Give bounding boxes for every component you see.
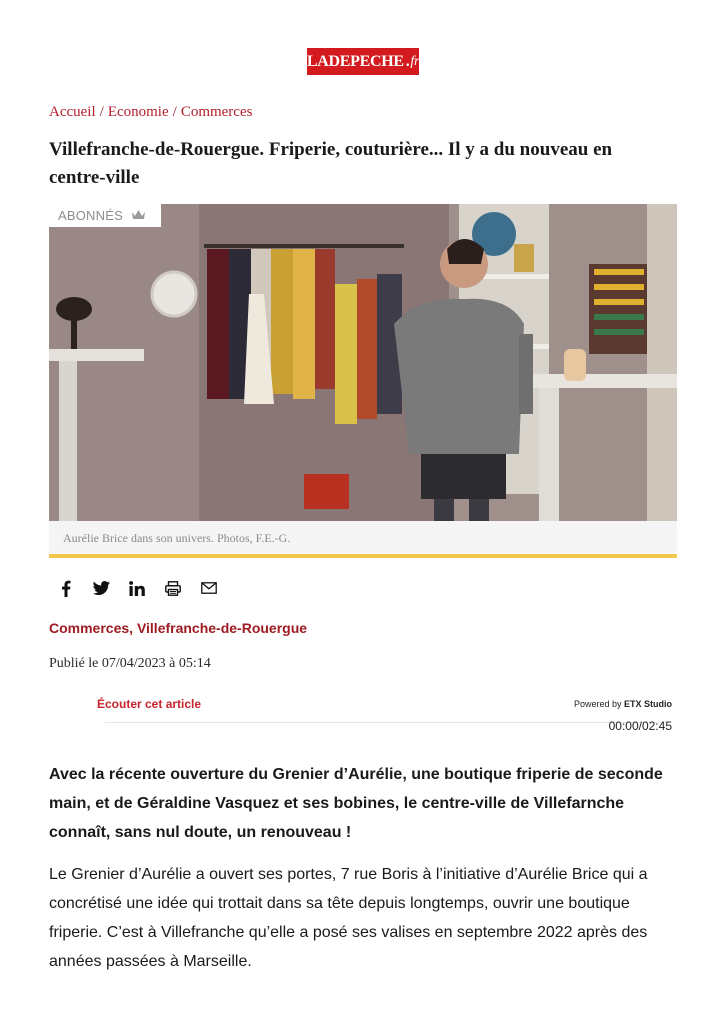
audio-progress-bar[interactable] bbox=[105, 722, 672, 723]
listen-article-button[interactable]: Écouter cet article bbox=[97, 697, 202, 711]
etx-studio-brand: ETX Studio bbox=[624, 699, 672, 709]
article-photo bbox=[49, 204, 677, 521]
breadcrumb-item-economie[interactable]: Economie bbox=[107, 104, 169, 120]
breadcrumb-item-commerces[interactable]: Commerces bbox=[180, 104, 253, 120]
subscriber-label: ABONNÉS bbox=[58, 208, 123, 223]
breadcrumb-item-accueil[interactable]: Accueil bbox=[49, 104, 96, 120]
audio-time: 00:00/02:45 bbox=[608, 719, 672, 733]
article-title: Villefranche-de-Rouergue. Friperie, couturière... Il y a du nouveau en centre-ville bbox=[49, 139, 613, 188]
article-lead: Avec la récente ouverture du Grenier d’Aurélie, une boutique friperie de seconde main, et de Géraldine Vasquez et ses bobines, le centre-ville de Villefarnche connaît, sans nul doute, un renouveau ! bbox=[49, 766, 663, 841]
crown-icon bbox=[131, 208, 146, 223]
mail-icon[interactable] bbox=[200, 578, 217, 598]
linkedin-icon[interactable] bbox=[128, 578, 146, 598]
article-paragraph: Le Grenier d’Aurélie a ouvert ses portes, 7 rue Boris à l’initiative d’Aurélie Brice qui a concrétisé une idée qui trottait dans sa tête depuis longtemps, ouvrir une boutique friperie. C’est à Villefranche qu’elle a posé ses valises en septembre 2022 après des années passées à Marseille. bbox=[49, 866, 648, 970]
facebook-icon[interactable] bbox=[58, 578, 74, 598]
article-tags: Commerces, Villefranche-de-Rouergue bbox=[49, 620, 308, 636]
tag-villefranche[interactable]: Villefranche-de-Rouergue bbox=[136, 620, 308, 636]
print-icon[interactable] bbox=[164, 578, 182, 598]
subscriber-badge bbox=[49, 204, 161, 227]
breadcrumb: Accueil / Economie / Commerces bbox=[49, 104, 253, 120]
audio-powered-by: Powered by ETX Studio bbox=[573, 699, 672, 709]
site-logo[interactable]: LADEPECHE . fr bbox=[307, 48, 419, 75]
twitter-icon[interactable] bbox=[92, 578, 110, 598]
tag-commerces[interactable]: Commerces bbox=[49, 620, 130, 636]
photo-caption: Aurélie Brice dans son univers. Photos, F.E.-G. bbox=[63, 531, 291, 545]
logo-suffix: fr bbox=[410, 53, 420, 69]
logo-text: LADEPECHE bbox=[306, 52, 404, 70]
publish-date: Publié le 07/04/2023 à 05:14 bbox=[49, 656, 211, 671]
